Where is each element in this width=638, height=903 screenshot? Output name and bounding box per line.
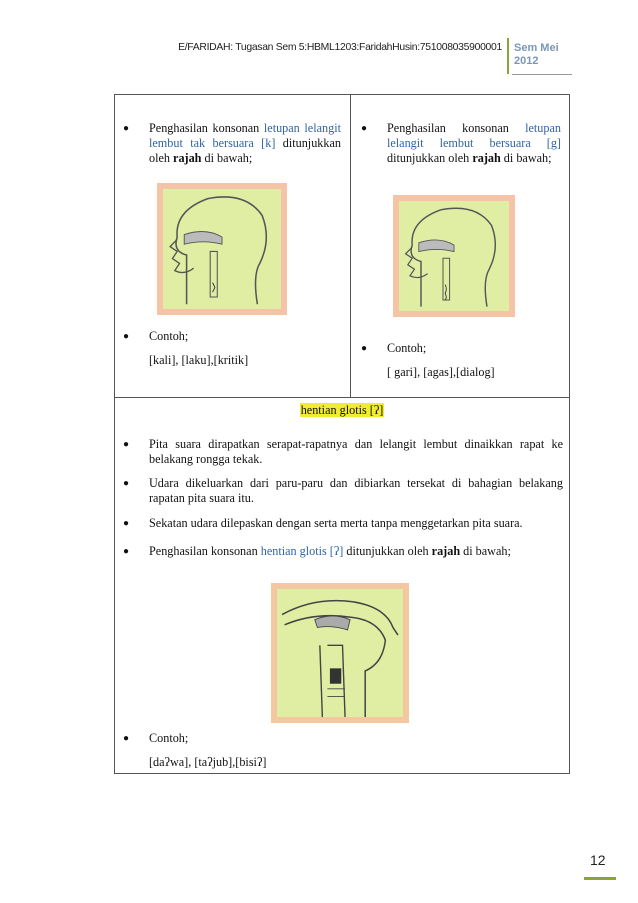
intro-text: Penghasilan konsonan bbox=[149, 121, 264, 135]
bullet-text: Pita suara dirapatkan serapat-rapatnya dan lelangit lembut dinaikkan rapat ke belakang rongga tekak. bbox=[149, 437, 563, 466]
content-table bbox=[114, 94, 570, 774]
intro-text: Penghasilan konsonan bbox=[387, 121, 526, 135]
bullet-icon: ● bbox=[123, 439, 130, 450]
section-bullet-2 bbox=[123, 476, 563, 506]
column-divider bbox=[350, 95, 351, 397]
page-number-underline bbox=[584, 877, 616, 880]
page-number: 12 bbox=[590, 852, 606, 868]
bullet-icon: ● bbox=[123, 331, 130, 342]
consonant-term: letupan lelangit lembut tak bersuara [k] bbox=[149, 121, 341, 150]
intro-text: ditunjukkan oleh bbox=[149, 136, 341, 165]
row-divider bbox=[115, 397, 569, 398]
rajah-label: rajah bbox=[173, 151, 202, 165]
header-sem: Sem Mei bbox=[514, 42, 559, 54]
rajah-label: rajah bbox=[431, 544, 461, 558]
right-cell-examples bbox=[361, 341, 561, 380]
bullet-text: Udara dikeluarkan dari paru-paru dan dibiarkan tersekat di bahagian belakang rapatan pita suara itu. bbox=[149, 476, 563, 505]
bullet-icon: ● bbox=[361, 343, 368, 354]
header-path: E/FARIDAH: Tugasan Sem 5:HBML1203:FaridahHusin:751008035900001 bbox=[178, 42, 502, 53]
bullet-text: Sekatan udara dilepaskan dengan serta merta tanpa menggetarkan pita suara. bbox=[149, 516, 523, 530]
header-underline bbox=[512, 74, 572, 75]
left-cell-examples bbox=[123, 329, 337, 368]
header-semester bbox=[514, 42, 559, 68]
contoh-label: Contoh; bbox=[149, 329, 189, 343]
intro-text: ditunjukkan oleh bbox=[343, 544, 432, 558]
header-separator bbox=[507, 38, 509, 74]
section-title bbox=[115, 403, 569, 418]
bullet-icon: ● bbox=[123, 733, 130, 744]
section-examples bbox=[123, 731, 563, 770]
bullet-icon: ● bbox=[123, 123, 130, 134]
examples-text: [kali], [laku],[kritik] bbox=[149, 353, 249, 367]
consonant-term: hentian glotis [ʔ] bbox=[260, 544, 344, 558]
bullet-icon: ● bbox=[361, 123, 368, 134]
head-profile-icon bbox=[163, 189, 281, 309]
contoh-label: Contoh; bbox=[387, 341, 427, 355]
intro-text: di bawah; bbox=[500, 151, 552, 165]
header-year: 2012 bbox=[514, 55, 539, 67]
rajah-label: rajah bbox=[472, 151, 501, 165]
intro-text: di bawah; bbox=[201, 151, 253, 165]
head-profile-icon bbox=[399, 201, 509, 311]
bullet-icon: ● bbox=[123, 546, 130, 557]
section-bullet-3 bbox=[123, 516, 563, 531]
diagram-velar-voiced bbox=[393, 195, 515, 317]
intro-text: di bawah; bbox=[460, 544, 511, 558]
section-title-text: hentian glotis [ʔ] bbox=[300, 403, 384, 417]
diagram-velar-voiceless bbox=[157, 183, 287, 315]
section-bullet-1 bbox=[123, 437, 563, 467]
intro-text: Penghasilan konsonan bbox=[149, 544, 261, 558]
intro-text: ditunjukkan oleh bbox=[387, 151, 473, 165]
bullet-icon: ● bbox=[123, 518, 130, 529]
contoh-label: Contoh; bbox=[149, 731, 189, 745]
examples-text: [daʔwa], [taʔjub],[bisiʔ] bbox=[149, 755, 267, 769]
consonant-term: letupan lelangit lembut bersuara [g] bbox=[387, 121, 561, 150]
right-cell-intro bbox=[361, 121, 561, 166]
left-cell-intro bbox=[123, 121, 341, 166]
diagram-glottal-stop bbox=[271, 583, 409, 723]
bullet-icon: ● bbox=[123, 478, 130, 489]
examples-text: [ gari], [agas],[dialog] bbox=[387, 365, 495, 379]
section-intro bbox=[123, 544, 563, 559]
vocal-tract-icon bbox=[277, 589, 403, 717]
